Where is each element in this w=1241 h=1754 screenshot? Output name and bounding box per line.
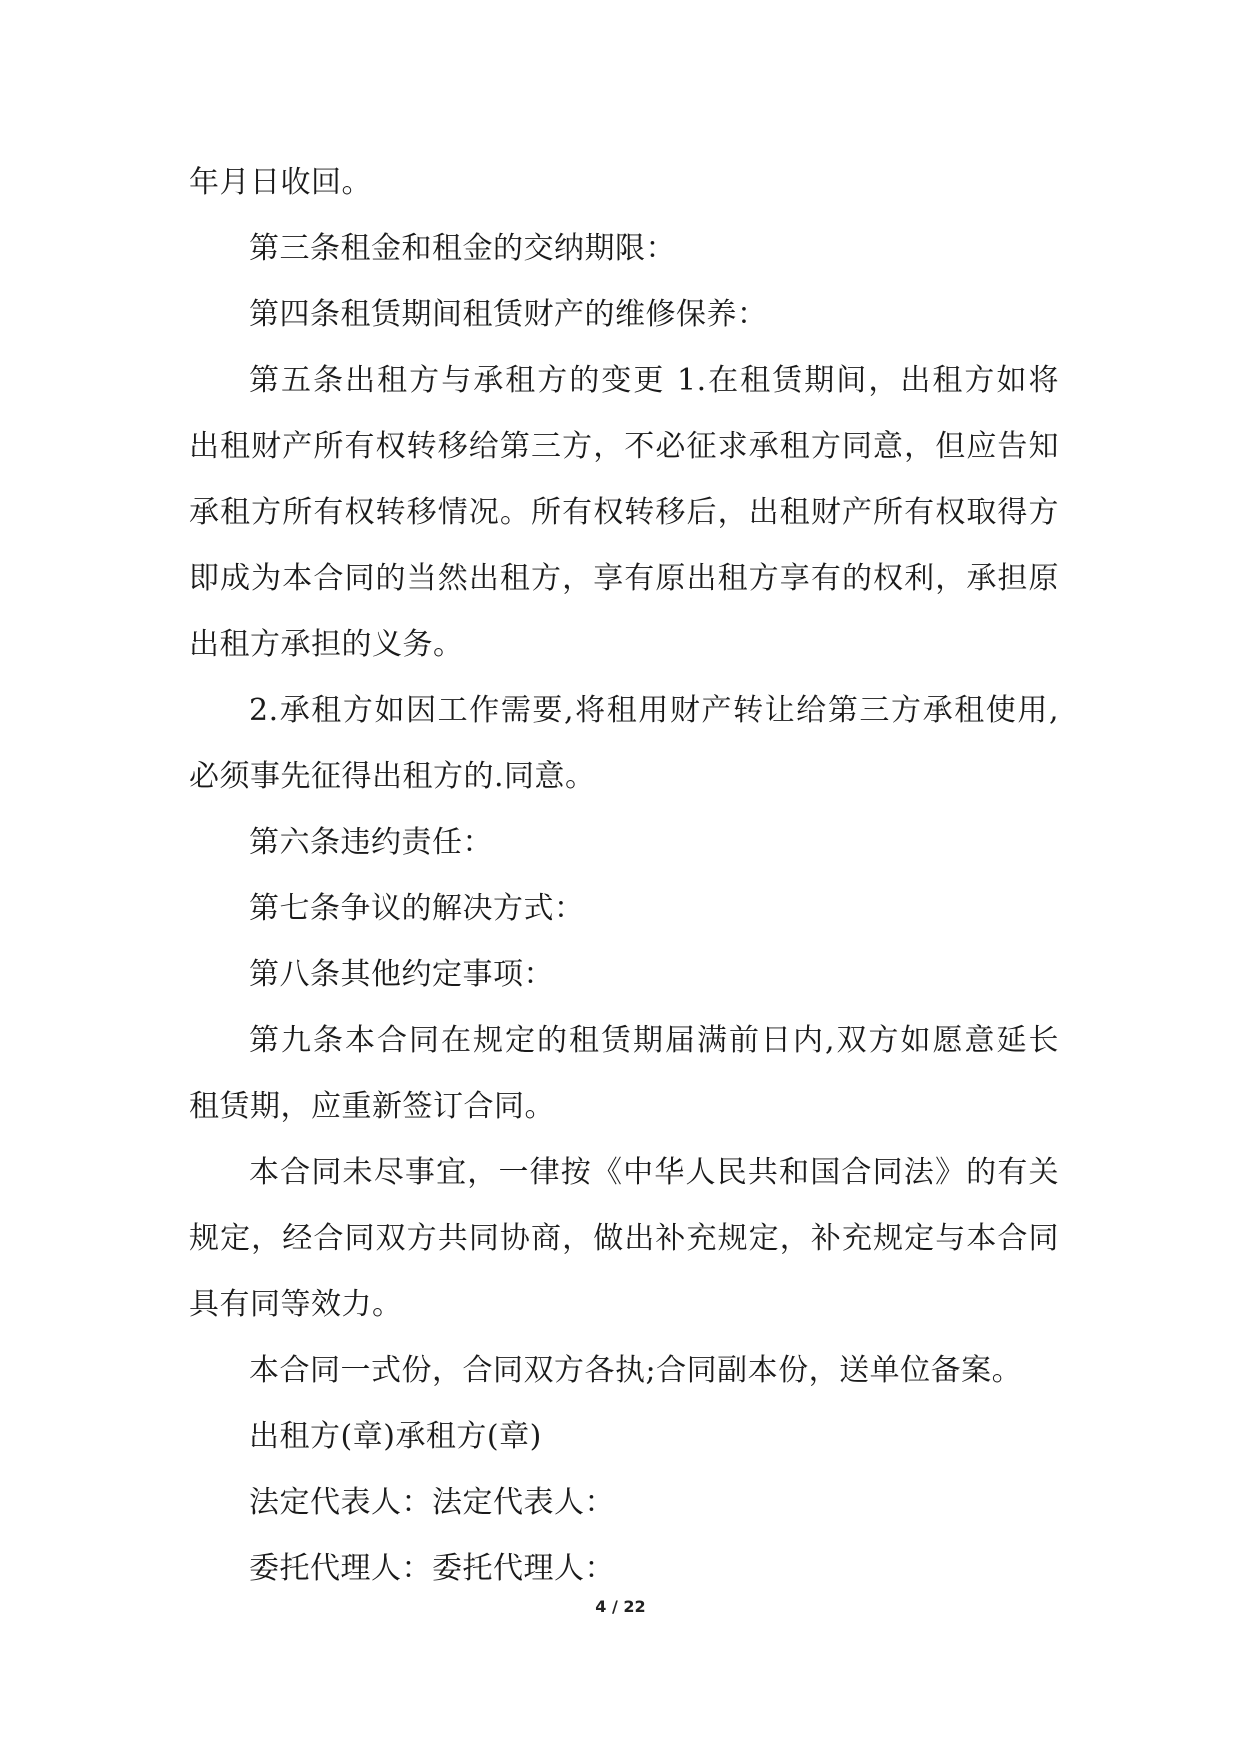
text-line: 具有同等效力。 <box>189 1287 403 1322</box>
text-line: 租赁期，应重新签订合同。 <box>189 1089 555 1124</box>
text-line: 年月日收回。 <box>189 165 372 200</box>
page-number: 4 / 22 <box>595 1597 646 1616</box>
clause-9-renewal: 第九条本合同在规定的租赁期届满前日内,双方如愿意延长 <box>249 1023 1059 1058</box>
clause-5-item-2: 2.承租方如因工作需要,将租用财产转让给第三方承租使用, <box>249 693 1059 728</box>
clause-4-maintenance: 第四条租赁期间租赁财产的维修保养： <box>249 297 768 332</box>
clause-3-rent: 第三条租金和租金的交纳期限： <box>249 231 676 266</box>
text-line: 出租财产所有权转移给第三方，不必征求承租方同意，但应告知 <box>189 429 1059 464</box>
text-line: 出租方承担的义务。 <box>189 627 464 662</box>
text-line: 即成为本合同的当然出租方，享有原出租方享有的权利，承担原 <box>189 561 1059 596</box>
text-line: 必须事先征得出租方的.同意。 <box>189 759 596 794</box>
text-line: 规定，经合同双方共同协商，做出补充规定，补充规定与本合同 <box>189 1221 1059 1256</box>
text-line: 承租方所有权转移情况。所有权转移后，出租财产所有权取得方 <box>189 495 1059 530</box>
clause-6-liability: 第六条违约责任： <box>249 825 493 860</box>
copies-clause: 本合同一式份，合同双方各执;合同副本份，送单位备案。 <box>249 1353 1023 1388</box>
supplementary-clause: 本合同未尽事宜，一律按《中华人民共和国合同法》的有关 <box>249 1155 1059 1190</box>
signature-legal-representative: 法定代表人：法定代表人： <box>249 1485 615 1520</box>
signature-agent: 委托代理人：委托代理人： <box>249 1551 615 1586</box>
signature-parties: 出租方(章)承租方(章) <box>249 1419 542 1454</box>
document-body <box>189 150 1059 1602</box>
clause-8-other: 第八条其他约定事项： <box>249 957 554 992</box>
clause-7-dispute: 第七条争议的解决方式： <box>249 891 585 926</box>
clause-5-change: 第五条出租方与承租方的变更 1.在租赁期间，出租方如将 <box>249 363 1059 398</box>
